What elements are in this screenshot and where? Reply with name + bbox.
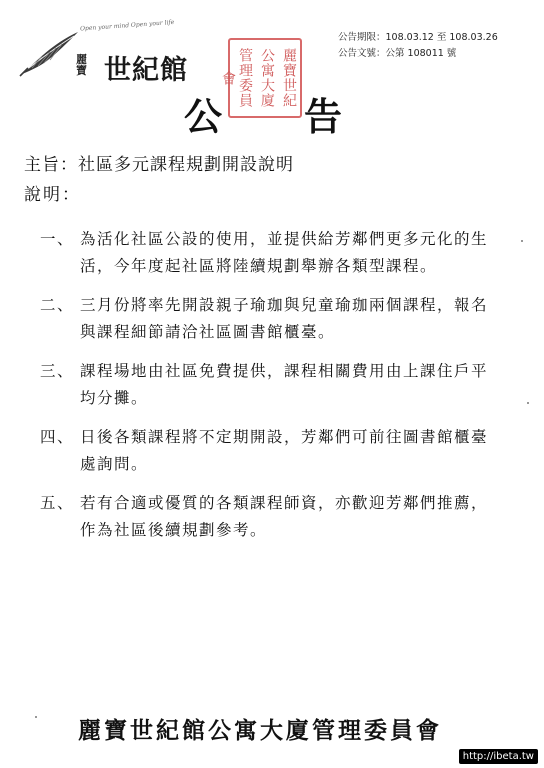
description-item bbox=[40, 226, 520, 280]
seal-column: 麗寶世紀 bbox=[281, 48, 297, 108]
seal-column: 公寓大廈 bbox=[259, 48, 275, 108]
item-text-line: 為活化社區公設的使用，並提供給芳鄰們更多元化的生 bbox=[80, 230, 489, 248]
item-number: 五、 bbox=[40, 494, 75, 512]
description-item bbox=[40, 490, 520, 544]
item-text-line: 三月份將率先開設親子瑜珈與兒童瑜珈兩個課程，報名 bbox=[80, 296, 489, 314]
item-text-line: 課程場地由社區免費提供，課程相關費用由上課住戶平 bbox=[80, 362, 489, 380]
logo-brand-name: 世紀館 bbox=[104, 55, 188, 86]
notice-title-right: 告 bbox=[304, 94, 343, 139]
logo-tagline: Open your mind Open your life bbox=[79, 18, 175, 33]
description-item bbox=[40, 358, 520, 412]
item-text-line: 與課程細節請洽社區圖書館櫃臺。 bbox=[80, 323, 336, 341]
notice-subject: 主旨：社區多元課程規劃開設說明 bbox=[24, 155, 294, 175]
description-label: 說明： bbox=[24, 185, 81, 205]
item-text-line: 活，今年度起社區將陸續規劃舉辦各類型課程。 bbox=[80, 257, 438, 275]
logo-brand-small: 麗寶 bbox=[76, 53, 87, 77]
seal-column: 管理委員會 bbox=[220, 48, 253, 108]
item-text-line: 作為社區後續規劃參考。 bbox=[80, 521, 268, 539]
item-text-line: 日後各類課程將不定期開設，芳鄰們可前往圖書館櫃臺 bbox=[80, 428, 489, 446]
notice-doc-number: 公告文號：公第 108011 號 bbox=[338, 48, 457, 59]
notice-meta bbox=[338, 30, 498, 62]
brand-logo bbox=[18, 18, 188, 86]
notice-title-left: 公 bbox=[184, 94, 223, 139]
item-text-line: 處詢問。 bbox=[80, 455, 149, 473]
scan-speck bbox=[35, 716, 37, 718]
feather-icon bbox=[18, 30, 80, 78]
item-number: 三、 bbox=[40, 362, 75, 380]
issuer-signature: 麗寶世紀館公寓大廈管理委員會 bbox=[78, 717, 442, 744]
description-item bbox=[40, 424, 520, 478]
item-text-line: 若有合適或優質的各類課程師資，亦歡迎芳鄰們推薦， bbox=[80, 494, 489, 512]
notice-period: 公告期限：108.03.12 至 108.03.26 bbox=[338, 32, 498, 43]
scan-speck bbox=[527, 402, 529, 404]
item-text-line: 均分攤。 bbox=[80, 389, 149, 407]
scan-speck bbox=[521, 240, 523, 242]
source-watermark: http://ibeta.tw bbox=[459, 749, 538, 764]
item-number: 二、 bbox=[40, 296, 75, 314]
item-number: 四、 bbox=[40, 428, 75, 446]
description-item bbox=[40, 292, 520, 346]
committee-seal-stamp bbox=[220, 38, 302, 118]
item-number: 一、 bbox=[40, 230, 75, 248]
